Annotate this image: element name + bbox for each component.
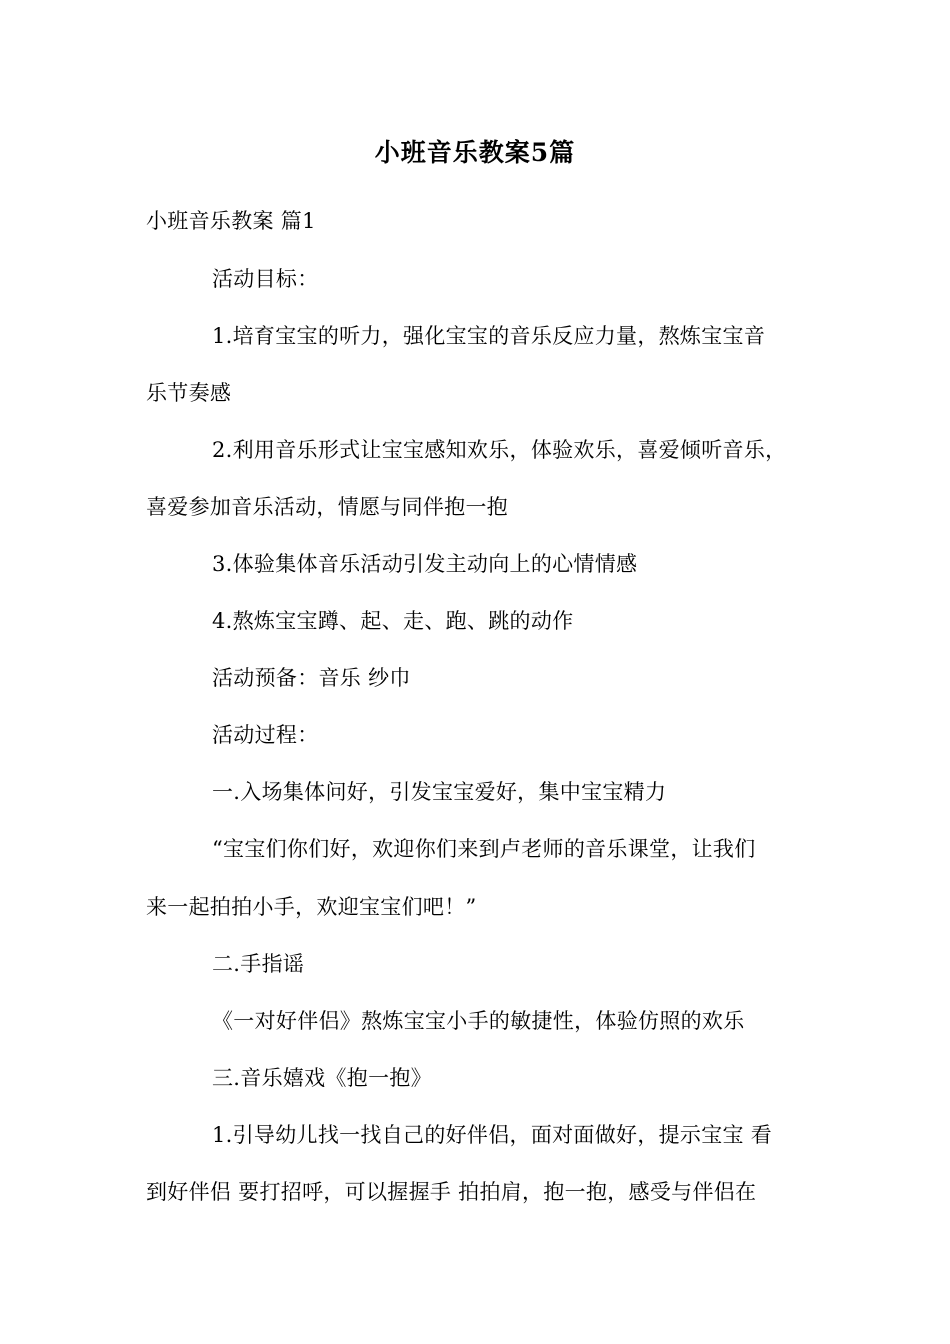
paragraph-line: 活动预备：音乐 纱巾 xyxy=(212,666,411,690)
paragraph-line: 来一起拍拍小手，欢迎宝宝们吧！” xyxy=(146,895,477,919)
paragraph-line: 活动目标： xyxy=(212,267,319,291)
paragraph-line: 1.培育宝宝的听力，强化宝宝的音乐反应力量，熬炼宝宝音 xyxy=(212,324,766,348)
paragraph-line: “宝宝们你们好，欢迎你们来到卢老师的音乐课堂，让我们 xyxy=(212,837,756,861)
document-title: 小班音乐教案5篇 xyxy=(374,138,576,167)
paragraph-line: 乐节奏感 xyxy=(146,381,232,405)
paragraph-line: 4.熬炼宝宝蹲、起、走、跑、跳的动作 xyxy=(212,609,574,633)
section-heading: 小班音乐教案 篇1 xyxy=(146,209,316,233)
paragraph-line: 1.引导幼儿找一找自己的好伴侣，面对面做好，提示宝宝 看 xyxy=(212,1123,773,1147)
paragraph-line: 一.入场集体问好，引发宝宝爱好，集中宝宝精力 xyxy=(212,780,667,804)
paragraph-line: 到好伴侣 要打招呼，可以握握手 拍拍肩，抱一抱，感受与伴侣在 xyxy=(146,1180,757,1204)
paragraph-line: 活动过程： xyxy=(212,723,319,747)
paragraph-line: 三.音乐嬉戏《抱一抱》 xyxy=(212,1066,432,1090)
paragraph-line: 2.利用音乐形式让宝宝感知欢乐，体验欢乐，喜爱倾听音乐， xyxy=(212,438,787,462)
paragraph-line: 二.手指谣 xyxy=(212,952,305,976)
paragraph-line: 喜爱参加音乐活动，情愿与同伴抱一抱 xyxy=(146,495,509,519)
paragraph-line: 3.体验集体音乐活动引发主动向上的心情情感 xyxy=(212,552,638,576)
paragraph-line: 《一对好伴侣》熬炼宝宝小手的敏捷性，体验仿照的欢乐 xyxy=(212,1009,745,1033)
